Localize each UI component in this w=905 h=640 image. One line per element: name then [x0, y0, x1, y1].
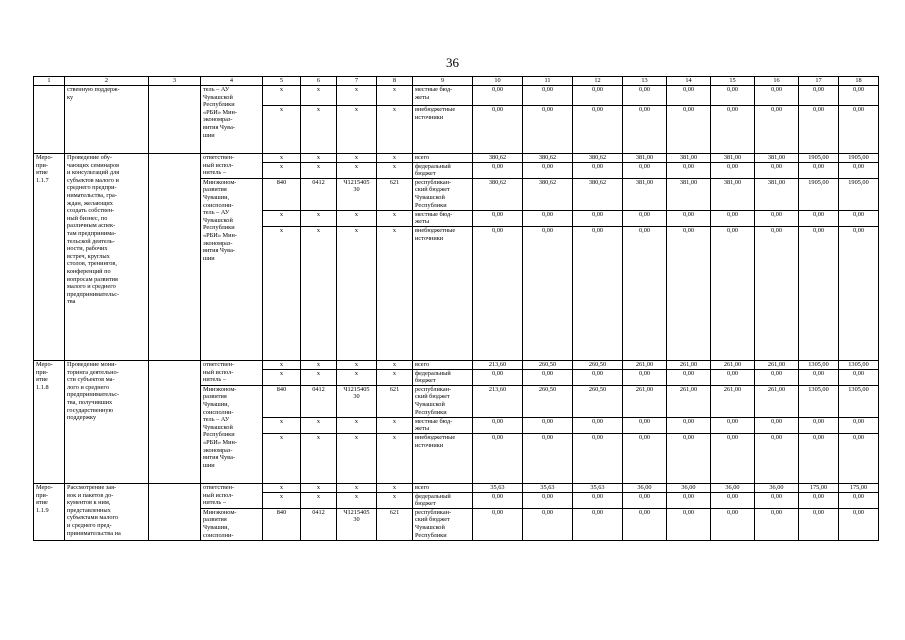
value-cell: 381,00 — [667, 154, 711, 163]
page-number: 36 — [446, 55, 459, 70]
kbk-type-cell: x — [377, 360, 413, 369]
value-cell: 0,00 — [473, 492, 523, 508]
executor-top-cell: ответствен- ный испол- нитель – — [201, 154, 263, 179]
value-cell: 0,00 — [623, 86, 667, 106]
measure-label-cell: Меро- при- ятие 1.1.8 — [34, 360, 65, 483]
value-cell: 0,00 — [839, 417, 879, 433]
kbk-type-cell: x — [377, 433, 413, 483]
value-cell: 0,00 — [523, 508, 573, 540]
value-cell: 261,00 — [711, 360, 755, 369]
column-header: 15 — [711, 77, 755, 86]
funding-source-cell: федеральный бюджет — [413, 492, 473, 508]
kbk-section-cell: x — [301, 417, 337, 433]
column-header: 10 — [473, 77, 523, 86]
value-cell: 0,00 — [523, 162, 573, 178]
kbk-section-cell: x — [301, 483, 337, 492]
kbk-grbs-cell: x — [263, 492, 301, 508]
value-cell: 213,60 — [473, 385, 523, 417]
value-cell: 261,00 — [711, 385, 755, 417]
kbk-target-cell: x — [337, 417, 377, 433]
value-cell: 0,00 — [523, 226, 573, 360]
kbk-grbs-cell: 840 — [263, 178, 301, 210]
value-cell: 36,00 — [623, 483, 667, 492]
kbk-type-cell: 621 — [377, 178, 413, 210]
value-cell: 381,00 — [623, 178, 667, 210]
kbk-type-cell: x — [377, 369, 413, 385]
value-cell: 260,50 — [523, 360, 573, 369]
funding-source-cell: внебюджетные источники — [413, 106, 473, 154]
value-cell: 0,00 — [755, 226, 799, 360]
kbk-type-cell: x — [377, 492, 413, 508]
kbk-target-cell: x — [337, 86, 377, 106]
value-cell: 0,00 — [755, 162, 799, 178]
value-cell: 0,00 — [523, 106, 573, 154]
value-cell: 0,00 — [523, 210, 573, 226]
measure-label-cell — [34, 86, 65, 154]
column-header: 6 — [301, 77, 337, 86]
funding-source-cell: республикан- ский бюджет Чувашской Республики — [413, 178, 473, 210]
value-cell: 0,00 — [473, 86, 523, 106]
value-cell: 0,00 — [799, 226, 839, 360]
value-cell: 0,00 — [523, 369, 573, 385]
kbk-type-cell: x — [377, 154, 413, 163]
table-row — [34, 483, 879, 492]
funding-source-cell: всего — [413, 483, 473, 492]
value-cell: 0,00 — [839, 226, 879, 360]
kbk-grbs-cell: x — [263, 226, 301, 360]
value-cell: 0,00 — [667, 210, 711, 226]
kbk-type-cell: x — [377, 210, 413, 226]
value-cell: 0,00 — [799, 106, 839, 154]
value-cell: 0,00 — [573, 162, 623, 178]
value-cell: 0,00 — [573, 492, 623, 508]
funding-source-cell: республикан- ский бюджет Чувашской Республики — [413, 385, 473, 417]
budget-table — [33, 76, 879, 541]
kbk-target-cell: x — [337, 492, 377, 508]
value-cell: 0,00 — [623, 106, 667, 154]
kbk-target-cell: x — [337, 369, 377, 385]
kbk-type-cell: 621 — [377, 508, 413, 540]
measure-name-cell: Рассмотрение зая- вок и пакетов до- кументов к ним, представленных субъектами малого и среднего пред- принимательства на — [65, 483, 149, 540]
value-cell: 0,00 — [623, 508, 667, 540]
value-cell: 0,00 — [799, 369, 839, 385]
column-header: 2 — [65, 77, 149, 86]
value-cell: 0,00 — [573, 417, 623, 433]
value-cell: 35,63 — [523, 483, 573, 492]
column-header: 13 — [623, 77, 667, 86]
value-cell: 0,00 — [839, 508, 879, 540]
value-cell: 0,00 — [667, 226, 711, 360]
value-cell: 1305,00 — [799, 360, 839, 369]
table-body — [34, 86, 879, 541]
value-cell: 261,00 — [667, 360, 711, 369]
kbk-section-cell: x — [301, 162, 337, 178]
kbk-target-cell: Ч1215405 30 — [337, 178, 377, 210]
value-cell: 0,00 — [711, 226, 755, 360]
value-cell: 0,00 — [755, 508, 799, 540]
value-cell: 0,00 — [473, 369, 523, 385]
value-cell: 0,00 — [839, 210, 879, 226]
measure-name-cell: Проведение обу- чающих семинаров и консультаций для субъектов малого и среднего предпри- нимательства, гра- ждан, желающих создать собствен- ный бизнес, по различным аспек- там предпринима- тельской деятель- ности, рабочих встреч, круглых столов, тренингов, конференций по вопросам развития малого и среднего предпринимательс- тва — [65, 154, 149, 361]
value-cell: 381,00 — [711, 154, 755, 163]
value-cell: 0,00 — [473, 162, 523, 178]
column-header: 3 — [149, 77, 201, 86]
value-cell: 381,00 — [711, 178, 755, 210]
value-cell: 0,00 — [799, 492, 839, 508]
kbk-grbs-cell: x — [263, 483, 301, 492]
value-cell: 0,00 — [799, 417, 839, 433]
value-cell: 1905,00 — [799, 178, 839, 210]
value-cell: 0,00 — [667, 508, 711, 540]
value-cell: 261,00 — [755, 360, 799, 369]
value-cell: 0,00 — [573, 433, 623, 483]
value-cell: 0,00 — [755, 417, 799, 433]
value-cell: 0,00 — [799, 162, 839, 178]
value-cell: 381,00 — [755, 178, 799, 210]
value-cell: 0,00 — [623, 433, 667, 483]
kbk-target-cell: x — [337, 106, 377, 154]
value-cell: 1305,00 — [839, 385, 879, 417]
value-cell: 380,62 — [573, 178, 623, 210]
value-cell: 0,00 — [473, 433, 523, 483]
value-cell: 0,00 — [473, 210, 523, 226]
table-row — [34, 154, 879, 163]
kbk-type-cell: x — [377, 86, 413, 106]
kbk-target-cell: x — [337, 483, 377, 492]
kbk-target-cell: Ч1215405 30 — [337, 385, 377, 417]
kbk-section-cell: x — [301, 154, 337, 163]
value-cell: 0,00 — [667, 433, 711, 483]
measure-label-cell: Меро- при- ятие 1.1.9 — [34, 483, 65, 540]
kbk-target-cell: x — [337, 162, 377, 178]
value-cell: 0,00 — [711, 210, 755, 226]
executor-top-cell: ответствен- ный испол- нитель – — [201, 360, 263, 385]
kbk-target-cell: Ч1215405 30 — [337, 508, 377, 540]
value-cell: 381,00 — [623, 154, 667, 163]
kbk-section-cell: x — [301, 492, 337, 508]
executor-bottom-cell: Минэконом- развития Чувашии, соисполни- — [201, 508, 263, 540]
column-header: 7 — [337, 77, 377, 86]
value-cell: 380,62 — [473, 178, 523, 210]
kbk-target-cell: x — [337, 154, 377, 163]
value-cell: 213,60 — [473, 360, 523, 369]
column-header: 9 — [413, 77, 473, 86]
value-cell: 260,50 — [573, 360, 623, 369]
column-header: 5 — [263, 77, 301, 86]
kbk-type-cell: x — [377, 106, 413, 154]
value-cell: 0,00 — [667, 162, 711, 178]
value-cell: 0,00 — [667, 86, 711, 106]
value-cell: 380,62 — [523, 178, 573, 210]
value-cell: 0,00 — [573, 86, 623, 106]
kbk-grbs-cell: x — [263, 210, 301, 226]
kbk-type-cell: x — [377, 226, 413, 360]
kbk-grbs-cell: x — [263, 86, 301, 106]
column-header: 8 — [377, 77, 413, 86]
value-cell: 175,00 — [799, 483, 839, 492]
value-cell: 380,62 — [523, 154, 573, 163]
value-cell: 0,00 — [711, 417, 755, 433]
value-cell: 0,00 — [839, 162, 879, 178]
kbk-section-cell: x — [301, 210, 337, 226]
kbk-grbs-cell: x — [263, 106, 301, 154]
value-cell: 0,00 — [799, 210, 839, 226]
value-cell: 0,00 — [473, 508, 523, 540]
value-cell: 0,00 — [473, 106, 523, 154]
value-cell: 0,00 — [623, 492, 667, 508]
value-cell: 380,62 — [473, 154, 523, 163]
kbk-section-cell: x — [301, 360, 337, 369]
value-cell: 0,00 — [623, 369, 667, 385]
value-cell: 261,00 — [623, 360, 667, 369]
funding-source-cell: республикан- ский бюджет Чувашской Республики — [413, 508, 473, 540]
column-header: 4 — [201, 77, 263, 86]
column-header: 16 — [755, 77, 799, 86]
value-cell: 0,00 — [523, 492, 573, 508]
value-cell: 0,00 — [573, 369, 623, 385]
value-cell: 0,00 — [839, 106, 879, 154]
value-cell: 1905,00 — [799, 154, 839, 163]
funding-source-cell: местные бюд- жеты — [413, 86, 473, 106]
kbk-type-cell: 621 — [377, 385, 413, 417]
value-cell: 0,00 — [755, 492, 799, 508]
kbk-target-cell: x — [337, 433, 377, 483]
funding-source-cell: федеральный бюджет — [413, 162, 473, 178]
kbk-type-cell: x — [377, 162, 413, 178]
kbk-type-cell: x — [377, 483, 413, 492]
value-cell: 0,00 — [711, 86, 755, 106]
column-3-cell — [149, 360, 201, 483]
kbk-grbs-cell: 840 — [263, 508, 301, 540]
value-cell: 0,00 — [667, 417, 711, 433]
value-cell: 0,00 — [573, 508, 623, 540]
kbk-grbs-cell: x — [263, 154, 301, 163]
value-cell: 0,00 — [839, 492, 879, 508]
value-cell: 0,00 — [711, 433, 755, 483]
value-cell: 0,00 — [523, 417, 573, 433]
measure-name-cell: Проведение мони- торинга деятельно- сти субъектов ма- лого и среднего предпринимательс- тва, получивших государственную поддержку — [65, 360, 149, 483]
value-cell: 1905,00 — [839, 178, 879, 210]
kbk-section-cell: x — [301, 226, 337, 360]
column-header: 14 — [667, 77, 711, 86]
value-cell: 0,00 — [573, 210, 623, 226]
measure-name-cell: ственную поддерж- ку — [65, 86, 149, 154]
value-cell: 0,00 — [711, 492, 755, 508]
value-cell: 0,00 — [623, 162, 667, 178]
value-cell: 0,00 — [839, 433, 879, 483]
value-cell: 0,00 — [711, 369, 755, 385]
value-cell: 0,00 — [711, 508, 755, 540]
value-cell: 0,00 — [755, 369, 799, 385]
value-cell: 0,00 — [623, 210, 667, 226]
column-header: 17 — [799, 77, 839, 86]
value-cell: 0,00 — [667, 492, 711, 508]
column-header: 1 — [34, 77, 65, 86]
value-cell: 36,00 — [667, 483, 711, 492]
value-cell: 0,00 — [711, 106, 755, 154]
funding-source-cell: всего — [413, 360, 473, 369]
executor-top-cell: ответствен- ный испол- нитель – — [201, 483, 263, 508]
funding-source-cell: федеральный бюджет — [413, 369, 473, 385]
value-cell: 380,62 — [573, 154, 623, 163]
executor-cell: тель – АУ Чувашской Республики «РБИ» Мин- экономраз- вития Чува- шии — [201, 86, 263, 154]
kbk-section-cell: 0412 — [301, 178, 337, 210]
kbk-grbs-cell: x — [263, 162, 301, 178]
value-cell: 0,00 — [523, 86, 573, 106]
kbk-grbs-cell: 840 — [263, 385, 301, 417]
value-cell: 0,00 — [667, 369, 711, 385]
table-row — [34, 86, 879, 106]
kbk-section-cell: 0412 — [301, 385, 337, 417]
executor-bottom-cell: Минэконом- развития Чувашии, соисполни- тель – АУ Чувашской Республики «РБИ» Мин- экономраз- вития Чува- шии — [201, 178, 263, 360]
table-header — [34, 77, 879, 86]
value-cell: 0,00 — [573, 106, 623, 154]
value-cell: 1905,00 — [839, 154, 879, 163]
value-cell: 0,00 — [623, 417, 667, 433]
value-cell: 261,00 — [667, 385, 711, 417]
kbk-section-cell: x — [301, 433, 337, 483]
funding-source-cell: внебюджетные источники — [413, 226, 473, 360]
value-cell: 1305,00 — [839, 360, 879, 369]
value-cell: 0,00 — [473, 226, 523, 360]
value-cell: 0,00 — [711, 162, 755, 178]
value-cell: 0,00 — [473, 417, 523, 433]
table-row — [34, 360, 879, 369]
value-cell: 0,00 — [623, 226, 667, 360]
column-3-cell — [149, 154, 201, 361]
value-cell: 36,00 — [755, 483, 799, 492]
value-cell: 0,00 — [839, 369, 879, 385]
value-cell: 261,00 — [623, 385, 667, 417]
value-cell: 261,00 — [755, 385, 799, 417]
funding-source-cell: внебюджетные источники — [413, 433, 473, 483]
kbk-grbs-cell: x — [263, 433, 301, 483]
kbk-section-cell: x — [301, 86, 337, 106]
value-cell: 260,50 — [523, 385, 573, 417]
value-cell: 0,00 — [755, 106, 799, 154]
value-cell: 175,00 — [839, 483, 879, 492]
value-cell: 260,50 — [573, 385, 623, 417]
value-cell: 0,00 — [799, 433, 839, 483]
value-cell: 0,00 — [573, 226, 623, 360]
value-cell: 0,00 — [755, 433, 799, 483]
value-cell: 0,00 — [799, 508, 839, 540]
column-3-cell — [149, 86, 201, 154]
column-header: 12 — [573, 77, 623, 86]
kbk-grbs-cell: x — [263, 417, 301, 433]
measure-label-cell: Меро- при- ятие 1.1.7 — [34, 154, 65, 361]
value-cell: 0,00 — [523, 433, 573, 483]
kbk-grbs-cell: x — [263, 360, 301, 369]
kbk-target-cell: x — [337, 226, 377, 360]
kbk-section-cell: 0412 — [301, 508, 337, 540]
value-cell: 0,00 — [799, 86, 839, 106]
value-cell: 1305,00 — [799, 385, 839, 417]
value-cell: 0,00 — [755, 86, 799, 106]
value-cell: 0,00 — [667, 106, 711, 154]
value-cell: 36,00 — [711, 483, 755, 492]
column-header: 18 — [839, 77, 879, 86]
kbk-grbs-cell: x — [263, 369, 301, 385]
kbk-type-cell: x — [377, 417, 413, 433]
value-cell: 381,00 — [667, 178, 711, 210]
value-cell: 35,63 — [573, 483, 623, 492]
kbk-section-cell: x — [301, 106, 337, 154]
value-cell: 0,00 — [755, 210, 799, 226]
column-header: 11 — [523, 77, 573, 86]
kbk-target-cell: x — [337, 210, 377, 226]
kbk-target-cell: x — [337, 360, 377, 369]
value-cell: 0,00 — [839, 86, 879, 106]
value-cell: 381,00 — [755, 154, 799, 163]
funding-source-cell: местные бюд- жеты — [413, 417, 473, 433]
executor-bottom-cell: Минэконом- развития Чувашии, соисполни- тель – АУ Чувашской Республики «РБИ» Мин- экономраз- вития Чува- шии — [201, 385, 263, 483]
value-cell: 35,63 — [473, 483, 523, 492]
column-3-cell — [149, 483, 201, 540]
funding-source-cell: местные бюд- жеты — [413, 210, 473, 226]
kbk-section-cell: x — [301, 369, 337, 385]
funding-source-cell: всего — [413, 154, 473, 163]
